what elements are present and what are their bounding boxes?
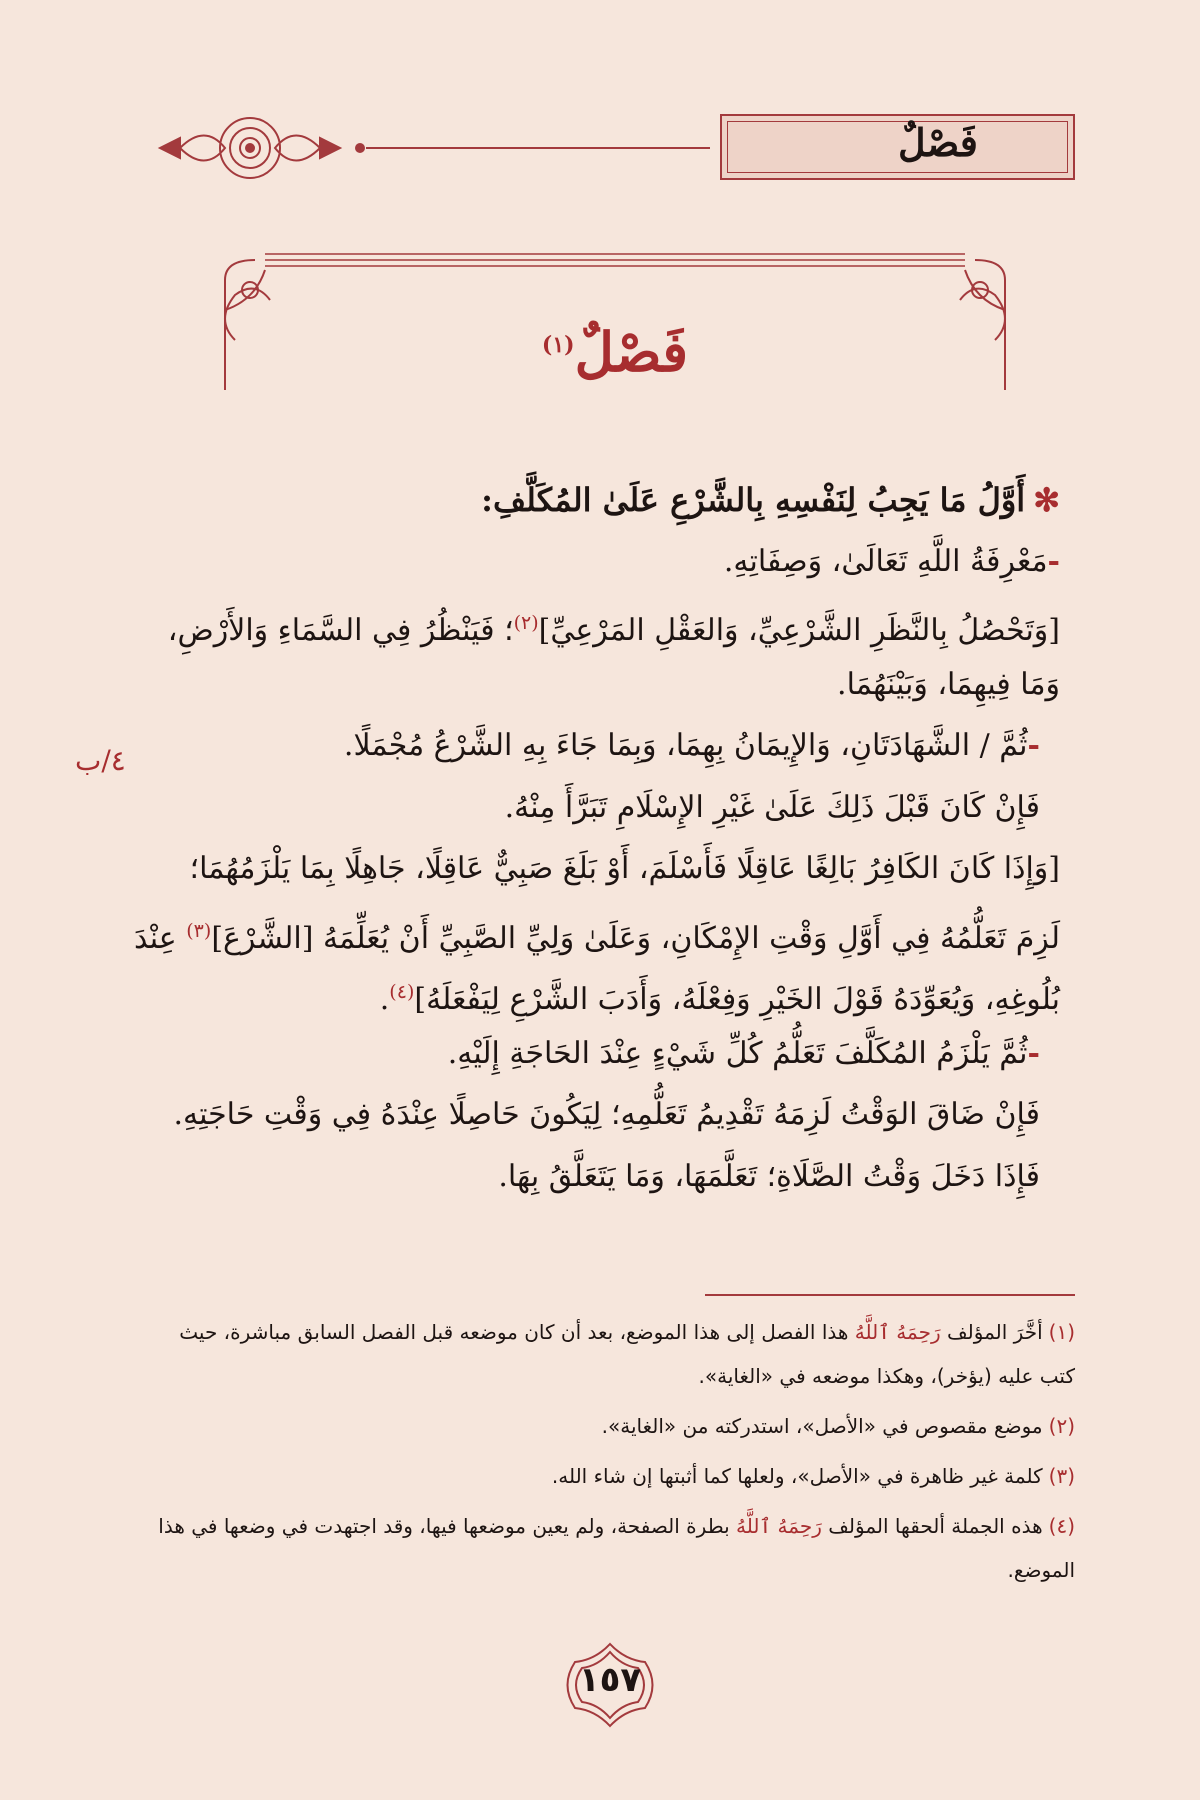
header-title-box xyxy=(720,114,1075,180)
chapter-title-text: فَصْلٌ xyxy=(574,320,689,384)
page-number: ١٥٧ xyxy=(578,1660,642,1700)
footnote-text: موضع مقصوص في «الأصل»، استدركته من «الغاية». xyxy=(601,1414,1043,1438)
line-2b: ؛ فَيَنْظُرُ فِي السَّمَاءِ وَالأَرْضِ، xyxy=(167,613,514,648)
text-line xyxy=(140,839,1060,901)
line-6: [وَإِذَا كَانَ الكَافِرُ بَالِغًا عَاقِلًا فَأَسْلَمَ، أَوْ بَلَغَ صَبِيٌّ عَاقِلًا، جَاهِلًا بِمَا يَلْزَمُهُمَا؛ xyxy=(189,851,1060,886)
footnote-text: كلمة غير ظاهرة في «الأصل»، ولعلها كما أثبتها إن شاء الله. xyxy=(551,1464,1043,1488)
footnote-text: هذه الجملة ألحقها المؤلف xyxy=(821,1514,1043,1538)
footnote-number: (٤) xyxy=(1048,1514,1075,1538)
text-line xyxy=(140,593,1060,655)
text-line xyxy=(140,778,1060,840)
honorific: رَحِمَهُ ٱللَّهُ xyxy=(854,1320,941,1344)
footnote-2 xyxy=(140,1404,1075,1448)
footnote-4 xyxy=(140,1504,1075,1592)
dash-marker: - xyxy=(1047,543,1060,579)
dash-marker: - xyxy=(1027,728,1040,763)
line-8b: . xyxy=(379,982,390,1017)
section-heading xyxy=(140,470,1060,532)
running-title: فَصْلٌ xyxy=(898,120,978,165)
line-8a: بُلُوغِهِ، وَيُعَوِّدَهُ قَوْلَ الخَيْرِ وَفِعْلَهُ، وَأَدَبَ الشَّرْعِ لِيَفْعَلَهُ] xyxy=(414,982,1060,1017)
text-line xyxy=(140,532,1060,594)
footnote-3 xyxy=(140,1454,1075,1498)
footnote-number: (١) xyxy=(1048,1320,1075,1344)
text-line xyxy=(140,1024,1060,1086)
footnote-text: أخَّرَ المؤلف xyxy=(940,1320,1043,1344)
footnotes xyxy=(140,1310,1075,1598)
text-line xyxy=(134,901,1060,963)
footnote-text: هذا الفصل إلى هذا الموضع، بعد أن كان موضعه قبل الفصل السابق مباشرة، حيث كتب عليه (يؤخر)، وهكذا موضعه في «الغاية». xyxy=(179,1320,1075,1388)
chapter-title xyxy=(195,320,1035,384)
section-heading-text: أَوَّلُ مَا يَجِبُ لِنَفْسِهِ بِالشَّرْعِ عَلَىٰ المُكَلَّفِ: xyxy=(481,481,1026,519)
line-7a: لَزِمَ تَعَلُّمُهُ فِي أَوَّلِ وَقْتِ الإِمْكَانِ، وَعَلَىٰ وَلِيِّ الصَّبِيِّ أَنْ يُعَلِّمَهُ [الشَّرْعَ] xyxy=(211,920,1060,956)
footnote-1 xyxy=(140,1310,1075,1398)
footnote-text: بطرة الصفحة، ولم يعين موضعها فيها، وقد اجتهدت في وضعها في هذا الموضع. xyxy=(158,1514,1075,1582)
running-header xyxy=(150,108,1075,188)
footnote-ref-2: (٢) xyxy=(513,612,539,634)
folio-marker: ٤/ب xyxy=(75,744,126,777)
footnote-ref-4: (٤) xyxy=(389,981,415,1003)
line-9: ثُمَّ يَلْزَمُ المُكَلَّفَ تَعَلُّمُ كُلِّ شَيْءٍ عِنْدَ الحَاجَةِ إِلَيْهِ. xyxy=(447,1035,1028,1071)
line-1: مَعْرِفَةُ اللَّهِ تَعَالَىٰ، وَصِفَاتِهِ. xyxy=(723,543,1048,579)
text-line xyxy=(140,655,1060,717)
main-text xyxy=(134,470,1060,1208)
footnote-ref-3: (٣) xyxy=(186,919,212,942)
dash-marker: - xyxy=(1027,1035,1040,1071)
line-3: وَمَا فِيهِمَا، وَبَيْنَهُمَا. xyxy=(837,666,1060,702)
line-11: فَإِذَا دَخَلَ وَقْتُ الصَّلَاةِ؛ تَعَلَّمَهَا، وَمَا يَتَعَلَّقُ بِهَا. xyxy=(498,1158,1040,1194)
page-number-ornament xyxy=(550,1640,670,1730)
footnote-number: (٢) xyxy=(1048,1414,1075,1438)
chapter-frame xyxy=(195,250,1035,400)
text-line xyxy=(140,962,1060,1024)
footnote-number: (٣) xyxy=(1048,1464,1075,1488)
line-2a: [وَتَحْصُلُ بِالنَّظَرِ الشَّرْعِيِّ، وَالعَقْلِ المَرْعِيِّ] xyxy=(538,613,1060,648)
text-line xyxy=(140,1147,1060,1209)
chapter-footnote-ref: (١) xyxy=(541,332,575,358)
footnote-separator xyxy=(705,1294,1075,1296)
text-line xyxy=(140,716,1060,778)
line-10: فَإِنْ ضَاقَ الوَقْتُ لَزِمَهُ تَقْدِيمُ تَعَلُّمِهِ؛ لِيَكُونَ حَاصِلًا عِنْدَهُ فِي وَقْتِ حَاجَتِهِ. xyxy=(173,1097,1040,1132)
line-5: فَإِنْ كَانَ قَبْلَ ذَلِكَ عَلَىٰ غَيْرِ الإِسْلَامِ تَبَرَّأَ مِنْهُ. xyxy=(504,789,1040,825)
star-icon: ✻ xyxy=(1033,481,1060,519)
line-4: ثُمَّ / الشَّهَادَتَانِ، وَالإِيمَانُ بِهِمَا، وَبِمَا جَاءَ بِهِ الشَّرْعُ مُجْمَلًا. xyxy=(343,728,1028,763)
line-7b: عِنْدَ xyxy=(134,920,187,956)
honorific: رَحِمَهُ ٱللَّهُ xyxy=(736,1514,822,1538)
header-ornament xyxy=(150,108,710,188)
text-line xyxy=(140,1085,1060,1147)
